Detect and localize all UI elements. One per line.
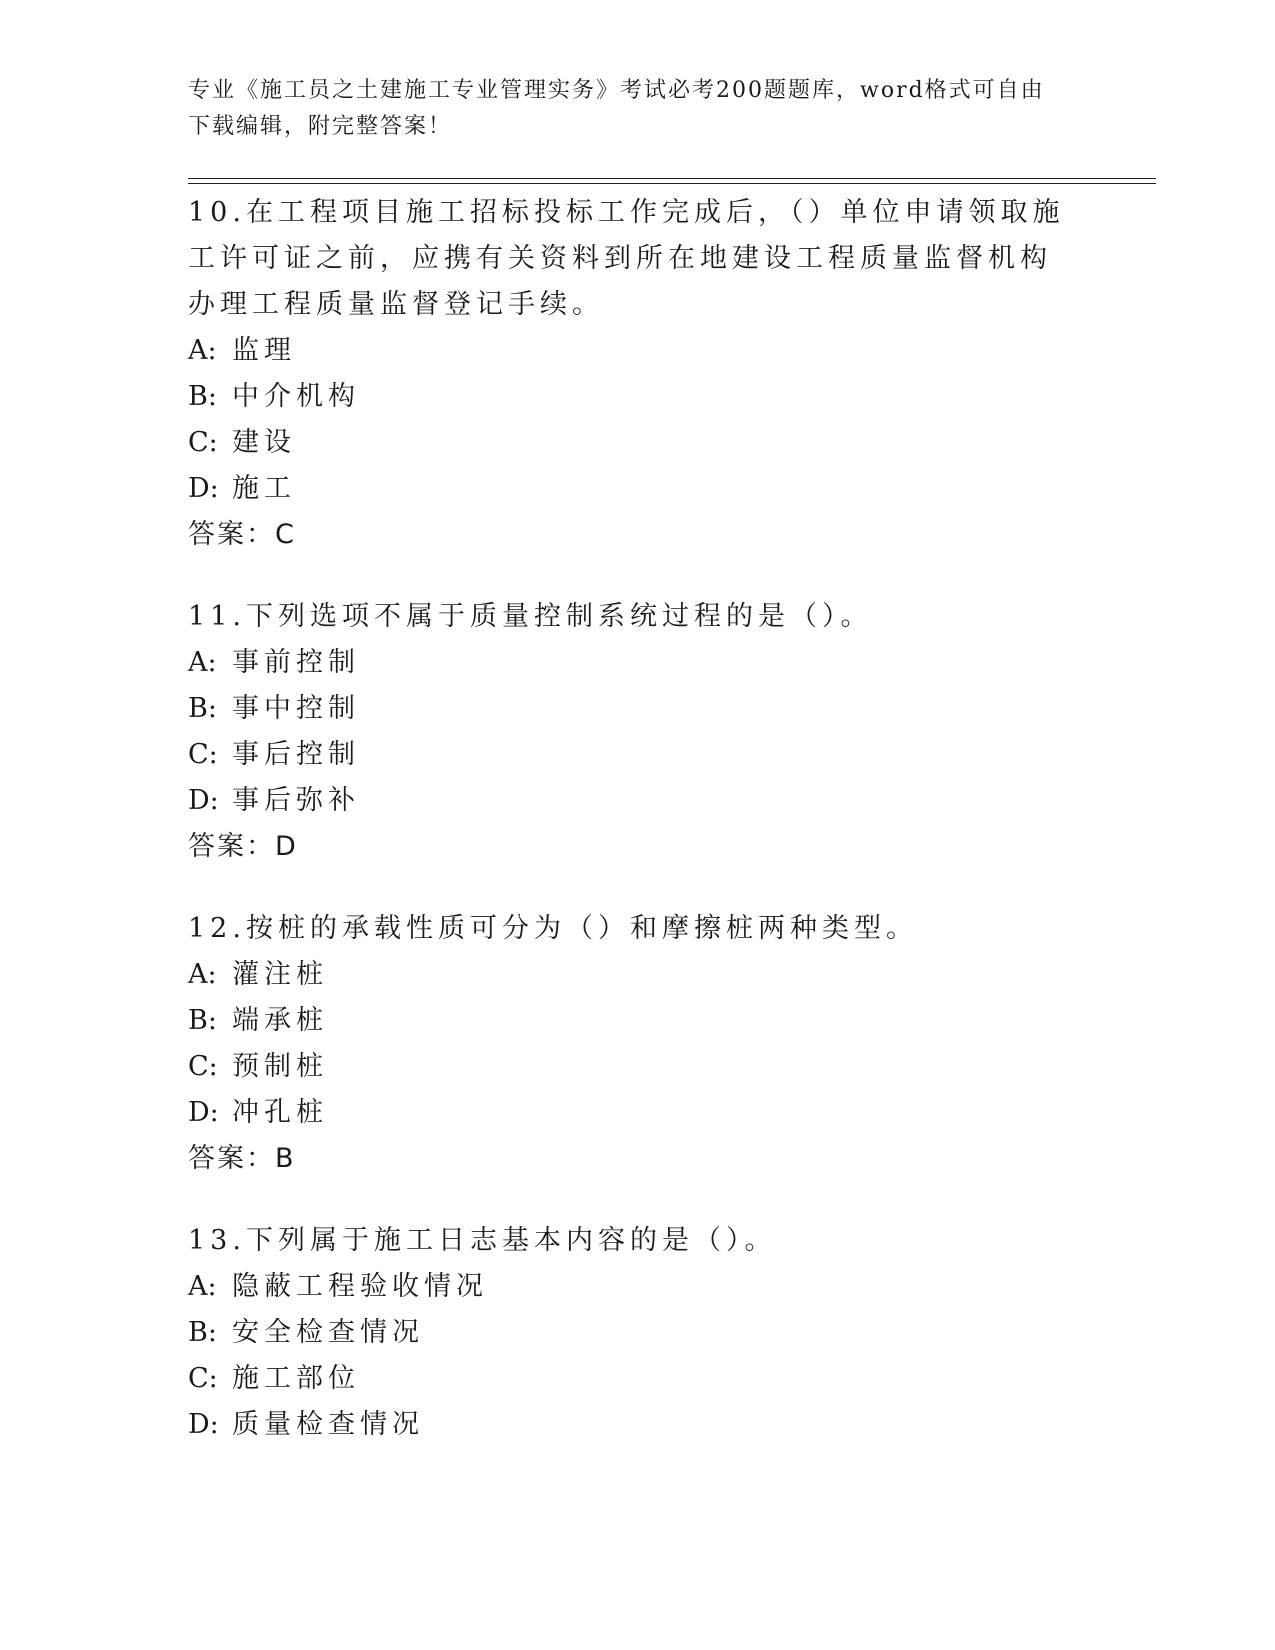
option-letter: B: (188, 1317, 217, 1348)
option-text: 中介机构 (232, 381, 360, 412)
option-letter: D: (188, 473, 219, 504)
option-letter: A: (188, 959, 217, 990)
option-letter: B: (188, 693, 217, 724)
option-letter: A: (188, 1271, 217, 1302)
answer-line: 答案：C (188, 519, 296, 550)
option-a (188, 1264, 1088, 1310)
option-text: 事后控制 (232, 739, 360, 770)
header-divider-top (188, 178, 1156, 179)
option-text: 隐蔽工程验收情况 (232, 1271, 488, 1302)
question-12 (188, 906, 1088, 1182)
option-letter: C: (188, 1051, 218, 1082)
option-letter: C: (188, 739, 218, 770)
document-header: 专业《施工员之土建施工专业管理实务》考试必考200题题库，word格式可自由下载编辑，附完整答案！ (188, 78, 1045, 139)
question-10 (188, 190, 1088, 558)
option-letter: A: (188, 335, 217, 366)
option-text: 质量检查情况 (232, 1409, 424, 1440)
option-c (188, 1356, 1088, 1402)
option-d (188, 1090, 1088, 1136)
option-d (188, 1402, 1088, 1448)
question-13 (188, 1218, 1088, 1448)
question-list (188, 190, 1088, 1484)
option-text: 建设 (232, 427, 296, 458)
question-stem: 12.按桩的承载性质可分为（）和摩擦桩两种类型。 (188, 913, 918, 944)
option-a (188, 640, 1088, 686)
option-d (188, 778, 1088, 824)
option-letter: C: (188, 427, 218, 458)
option-text: 监理 (232, 335, 296, 366)
option-a (188, 952, 1088, 998)
option-letter: D: (188, 785, 219, 816)
option-letter: A: (188, 647, 217, 678)
question-stem: 11.下列选项不属于质量控制系统过程的是（）。 (188, 601, 873, 632)
option-c (188, 732, 1088, 778)
option-c (188, 420, 1088, 466)
option-letter: D: (188, 1097, 219, 1128)
header-divider-bottom (188, 183, 1156, 184)
option-text: 灌注桩 (232, 959, 328, 990)
option-letter: B: (188, 381, 217, 412)
answer-line: 答案：B (188, 1143, 296, 1174)
answer-line: 答案：D (188, 831, 298, 862)
option-text: 事后弥补 (232, 785, 360, 816)
option-text: 事中控制 (232, 693, 360, 724)
option-text: 事前控制 (232, 647, 360, 678)
option-b (188, 998, 1088, 1044)
option-letter: D: (188, 1409, 219, 1440)
option-text: 安全检查情况 (232, 1317, 424, 1348)
option-letter: C: (188, 1363, 218, 1394)
question-stem: 13.下列属于施工日志基本内容的是（）。 (188, 1225, 777, 1256)
option-text: 端承桩 (232, 1005, 328, 1036)
option-b (188, 374, 1088, 420)
option-text: 施工部位 (232, 1363, 360, 1394)
option-d (188, 466, 1088, 512)
option-b (188, 686, 1088, 732)
option-a (188, 328, 1088, 374)
option-text: 预制桩 (232, 1051, 328, 1082)
option-text: 施工 (232, 473, 296, 504)
option-text: 冲孔桩 (232, 1097, 328, 1128)
question-stem: 10.在工程项目施工招标投标工作完成后，（）单位申请领取施工许可证之前，应携有关资料到所在地建设工程质量监督机构办理工程质量监督登记手续。 (188, 197, 1065, 320)
question-11 (188, 594, 1088, 870)
option-letter: B: (188, 1005, 217, 1036)
option-c (188, 1044, 1088, 1090)
option-b (188, 1310, 1088, 1356)
